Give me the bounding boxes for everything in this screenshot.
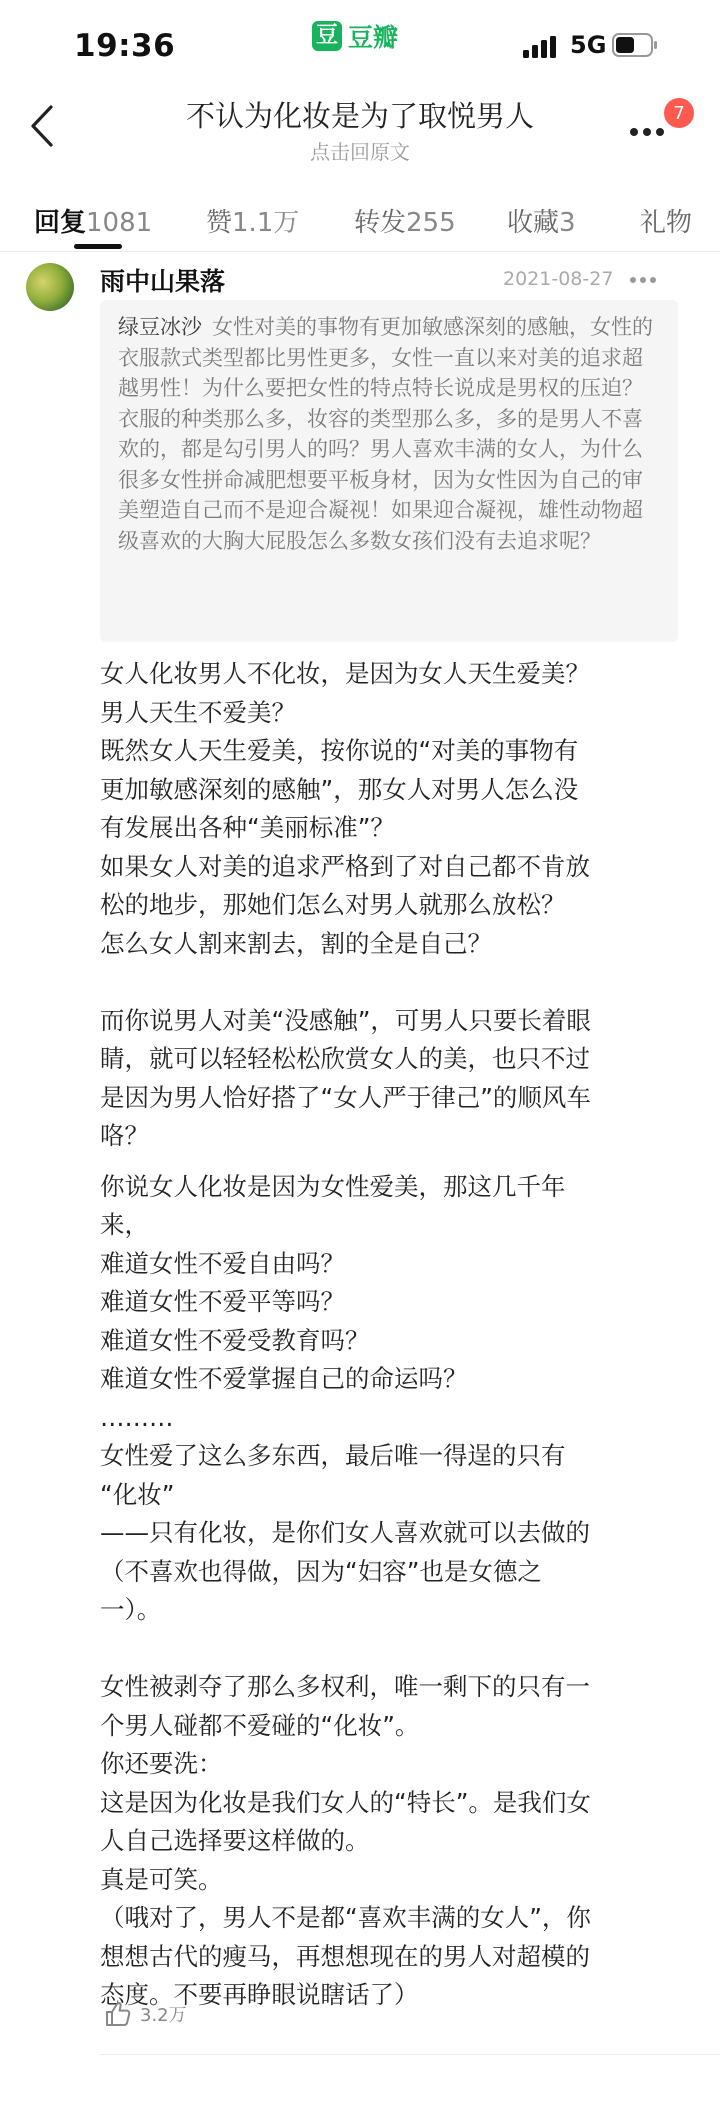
paragraph-gap <box>100 1156 668 1168</box>
battery-icon <box>612 33 658 57</box>
app-name: 豆瓣 <box>348 23 399 52</box>
text-line: 咯？ <box>100 1121 149 1150</box>
avatar[interactable] <box>26 263 74 311</box>
divider <box>100 2054 720 2055</box>
text-line: 人自己选择要这样做的。 <box>100 1826 370 1855</box>
text-line: 你还要洗： <box>100 1749 223 1778</box>
text-line: 有发展出各种“美丽标准”？ <box>100 813 395 842</box>
text-line: 一）。 <box>100 1595 162 1624</box>
quoted-author[interactable]: 绿豆冰沙 <box>118 315 202 339</box>
quoted-comment-text <box>118 312 662 556</box>
tab-likes[interactable] <box>206 202 299 239</box>
text-line: ——只有化妆，是你们女人喜欢就可以去做的 <box>100 1518 590 1547</box>
paragraph <box>100 1168 668 1630</box>
like-count: 3.2万 <box>140 2005 187 2026</box>
text-line: 难道女性不爱平等吗？ <box>100 1287 345 1316</box>
paragraph-gap <box>100 1630 668 1669</box>
more-icon <box>630 128 664 136</box>
page-title: 不认为化妆是为了取悦男人 <box>185 99 534 133</box>
text-line: 既然女人天生爱美，按你说的“对美的事物有 <box>100 736 579 765</box>
text-line: 态度。不要再睁眼说瞎话了） <box>100 1980 419 2009</box>
like-button[interactable] <box>104 2000 187 2028</box>
network-type: 5G <box>570 31 607 59</box>
text-line: ……… <box>100 1402 174 1432</box>
comment-more-icon[interactable] <box>630 268 666 292</box>
tab-reshares[interactable] <box>354 202 456 239</box>
text-line: 女性爱了这么多东西，最后唯一得逞的只有 <box>100 1441 566 1470</box>
tab-collections[interactable] <box>507 202 576 239</box>
tab-count: 255 <box>406 208 456 238</box>
text-line: 男人天生不爱美？ <box>100 697 296 727</box>
comment-date: 2021-08-27 <box>503 268 614 290</box>
text-line: 你说女人化妆是因为女性爱美，那这几千年 <box>100 1171 566 1201</box>
text-line: 而你说男人对美“没感触”，可男人只要长着眼 <box>100 1005 591 1035</box>
paragraph <box>100 1002 668 1156</box>
text-line: 这是因为化妆是我们女人的“特长”。是我们女 <box>100 1787 591 1817</box>
paragraph <box>100 1668 668 2015</box>
quoted-content: 女性对美的事物有更加敏感深刻的感触，女性的衣服款式类型都比男性更多，女性一直以来对美的追求超越男性！为什么要把女性的特点特长说成是男权的压迫？衣服的种类那么多，妆容的类型那么多，多的是男人不喜欢的，都是勾引男人的吗？男人喜欢丰满的女人，为什么很多女性拼命减肥想要平板身材，因为女性因为自己的审美塑造自己而不是迎合凝视！如果迎合凝视，雄性动物超级喜欢的大胸大屁股怎么多数女孩们没有去追求呢？ <box>118 315 653 553</box>
text-line: 个男人碰都不爱碰的“化妆”。 <box>100 1710 420 1740</box>
text-line: 难道女性不爱掌握自己的命运吗？ <box>100 1364 468 1393</box>
app-brand <box>312 18 398 54</box>
douban-logo-icon: 豆 <box>312 21 342 51</box>
status-time: 19:36 <box>74 28 176 64</box>
more-options-button[interactable] <box>624 102 685 150</box>
text-line: （哦对了，男人不是都“喜欢丰满的女人”，你 <box>100 1903 591 1932</box>
text-line: 松的地步，那她们怎么对男人就那么放松？ <box>100 890 566 919</box>
quoted-comment[interactable] <box>100 300 678 642</box>
text-line: 来， <box>100 1210 149 1239</box>
text-line: 是因为男人恰好搭了“女人严于律己”的顺风车 <box>100 1082 591 1112</box>
text-line: 难道女性不爱自由吗？ <box>100 1248 345 1278</box>
notification-badge: 7 <box>664 98 694 128</box>
nav-bar <box>0 88 720 180</box>
tab-label: 赞 <box>206 208 233 238</box>
tab-label: 转发 <box>354 208 407 238</box>
text-line: 真是可笑。 <box>100 1864 223 1894</box>
tab-count: 3 <box>559 208 576 238</box>
tab-replies[interactable] <box>34 202 152 239</box>
comment-username[interactable]: 雨中山果落 <box>100 267 226 296</box>
text-line: 想想古代的瘦马，再想想现在的男人对超模的 <box>100 1941 590 1971</box>
text-line: （不喜欢也得做，因为“妇容”也是女德之 <box>100 1556 542 1586</box>
text-line: “化妆” <box>100 1479 175 1509</box>
status-bar <box>0 0 720 88</box>
text-line: 女人化妆男人不化妆，是因为女人天生爱美？ <box>100 659 590 688</box>
tab-label: 回复 <box>34 208 87 238</box>
tab-count: 1081 <box>86 208 153 238</box>
active-tab-indicator <box>74 244 122 249</box>
tab-label: 收藏 <box>507 208 560 238</box>
thumbs-up-icon <box>104 2000 132 2028</box>
text-line: 怎么女人割来割去，割的全是自己？ <box>100 928 492 958</box>
text-line: 女性被剥夺了那么多权利，唯一剩下的只有一 <box>100 1672 590 1701</box>
tab-label: 礼物 <box>640 208 693 238</box>
tab-bar <box>0 180 720 252</box>
text-line: 难道女性不爱受教育吗？ <box>100 1325 370 1355</box>
paragraph <box>100 655 668 963</box>
text-line: 更加敏感深刻的感触”，那女人对男人怎么没 <box>100 774 579 804</box>
tab-count: 1.1万 <box>232 208 300 238</box>
cellular-signal-icon <box>523 36 559 58</box>
text-line: 如果女人对美的追求严格到了对自己都不肯放 <box>100 851 590 881</box>
comment-body <box>100 655 668 2015</box>
paragraph-gap <box>100 963 668 1002</box>
tab-gifts[interactable] <box>640 202 692 239</box>
back-to-original-link[interactable]: 点击回原文 <box>310 140 410 164</box>
text-line: 睛，就可以轻轻松松欣赏女人的美，也只不过 <box>100 1044 590 1073</box>
